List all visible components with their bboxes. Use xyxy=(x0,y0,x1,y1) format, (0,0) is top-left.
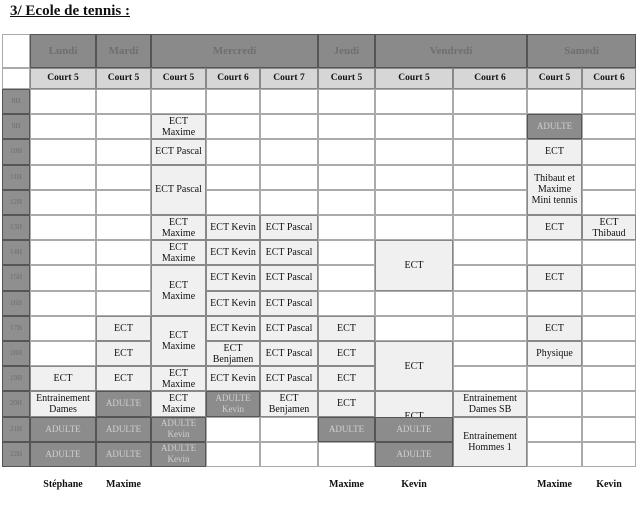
session-cell: ADULTE xyxy=(30,442,96,467)
empty-slot xyxy=(30,240,96,265)
session-cell: ECT xyxy=(96,366,151,391)
court-header: Court 5 xyxy=(30,68,96,89)
empty-slot xyxy=(453,139,527,164)
session-cell: ADULTE Kevin xyxy=(151,442,206,467)
empty-slot xyxy=(375,89,453,114)
empty-slot xyxy=(318,442,375,467)
session-cell: ECT Maxime xyxy=(151,366,206,391)
empty-slot xyxy=(527,417,582,442)
empty-slot xyxy=(582,139,636,164)
empty-slot xyxy=(375,190,453,215)
corner-cell xyxy=(2,68,30,89)
empty-slot xyxy=(30,114,96,139)
session-cell: ECT xyxy=(375,240,453,290)
empty-slot xyxy=(527,442,582,467)
session-cell: ECT xyxy=(318,391,375,416)
session-cell: ADULTE xyxy=(96,391,151,416)
hour-label: 22H xyxy=(2,442,30,467)
session-cell: ECT xyxy=(527,265,582,290)
session-cell: ECT xyxy=(318,316,375,341)
empty-slot xyxy=(375,165,453,190)
session-cell: ECT Kevin xyxy=(206,291,260,316)
empty-slot xyxy=(30,139,96,164)
session-cell: ECT Pascal xyxy=(260,240,318,265)
empty-slot xyxy=(206,114,260,139)
empty-slot xyxy=(582,316,636,341)
empty-slot xyxy=(582,417,636,442)
session-cell: ECT xyxy=(318,366,375,391)
session-cell: ECT Pascal xyxy=(151,165,206,215)
hour-label: 9H xyxy=(2,114,30,139)
empty-slot xyxy=(260,165,318,190)
empty-slot xyxy=(375,291,453,316)
hour-label: 13H xyxy=(2,215,30,240)
session-cell: ECT Kevin xyxy=(206,240,260,265)
empty-slot xyxy=(453,89,527,114)
court-header: Court 5 xyxy=(96,68,151,89)
empty-slot xyxy=(375,215,453,240)
hour-label: 18H xyxy=(2,341,30,366)
empty-slot xyxy=(582,341,636,366)
empty-slot xyxy=(96,89,151,114)
empty-slot xyxy=(206,417,260,442)
page-title: 3/ Ecole de tennis : xyxy=(10,3,130,19)
coach-name: Stéphane xyxy=(43,479,83,490)
empty-slot xyxy=(96,165,151,190)
coach-name: Kevin xyxy=(596,479,622,490)
session-cell: ECT Pascal xyxy=(260,215,318,240)
empty-slot xyxy=(96,190,151,215)
session-cell: ADULTE xyxy=(30,417,96,442)
session-cell: ECT xyxy=(96,341,151,366)
hour-label: 10H xyxy=(2,139,30,164)
empty-slot xyxy=(260,114,318,139)
empty-slot xyxy=(453,291,527,316)
session-cell: ECT Thibaud xyxy=(582,215,636,240)
session-cell: ECT Pascal xyxy=(260,291,318,316)
empty-slot xyxy=(260,139,318,164)
empty-slot xyxy=(260,417,318,442)
empty-slot xyxy=(527,291,582,316)
session-cell: Entrainement Hommes 1 xyxy=(453,417,527,467)
session-cell: ADULTE xyxy=(527,114,582,139)
empty-slot xyxy=(582,442,636,467)
empty-slot xyxy=(206,139,260,164)
session-cell: ADULTE xyxy=(375,417,453,442)
court-header: Court 5 xyxy=(318,68,375,89)
corner-cell xyxy=(2,34,30,68)
coach-name: Maxime xyxy=(329,479,364,490)
session-cell: Thibaut et Maxime Mini tennis xyxy=(527,165,582,215)
empty-slot xyxy=(96,215,151,240)
session-cell: ECT Maxime xyxy=(151,215,206,240)
empty-slot xyxy=(375,316,453,341)
session-cell: ECT xyxy=(96,316,151,341)
empty-slot xyxy=(527,366,582,391)
empty-slot xyxy=(453,265,527,290)
empty-slot xyxy=(453,316,527,341)
empty-slot xyxy=(96,291,151,316)
session-cell: Physique xyxy=(527,341,582,366)
hour-label: 14H xyxy=(2,240,30,265)
empty-slot xyxy=(318,165,375,190)
empty-slot xyxy=(318,291,375,316)
empty-slot xyxy=(260,442,318,467)
day-header: Mercredi xyxy=(151,34,318,68)
coach-name: Kevin xyxy=(401,479,427,490)
session-cell: ECT Kevin xyxy=(206,366,260,391)
session-cell: ECT xyxy=(375,341,453,391)
empty-slot xyxy=(30,291,96,316)
empty-slot xyxy=(318,89,375,114)
session-cell: ECT xyxy=(527,316,582,341)
day-header: Samedi xyxy=(527,34,636,68)
session-cell: ECT Pascal xyxy=(260,341,318,366)
hour-label: 8H xyxy=(2,89,30,114)
empty-slot xyxy=(30,215,96,240)
session-cell: ADULTE xyxy=(375,442,453,467)
session-cell: ADULTE Kevin xyxy=(206,391,260,416)
day-header: Mardi xyxy=(96,34,151,68)
session-cell: Entrainement Dames xyxy=(30,391,96,416)
session-cell: ECT Kevin xyxy=(206,265,260,290)
empty-slot xyxy=(318,190,375,215)
hour-label: 11H xyxy=(2,165,30,190)
empty-slot xyxy=(30,89,96,114)
session-cell: ECT Benjamen xyxy=(260,391,318,416)
session-cell: ECT Benjamen xyxy=(206,341,260,366)
empty-slot xyxy=(527,391,582,416)
empty-slot xyxy=(582,240,636,265)
empty-slot xyxy=(527,240,582,265)
court-header: Court 6 xyxy=(206,68,260,89)
empty-slot xyxy=(375,139,453,164)
hour-label: 17H xyxy=(2,316,30,341)
session-cell: ADULTE xyxy=(96,417,151,442)
empty-slot xyxy=(453,190,527,215)
empty-slot xyxy=(318,265,375,290)
empty-slot xyxy=(453,240,527,265)
empty-slot xyxy=(206,165,260,190)
hour-label: 16H xyxy=(2,291,30,316)
session-cell: ECT Maxime xyxy=(151,391,206,416)
hour-label: 12H xyxy=(2,190,30,215)
empty-slot xyxy=(260,89,318,114)
session-cell: ECT Maxime xyxy=(151,240,206,265)
empty-slot xyxy=(30,165,96,190)
court-header: Court 5 xyxy=(375,68,453,89)
session-cell: ADULTE xyxy=(318,417,375,442)
session-cell: ECT xyxy=(527,215,582,240)
session-cell: ECT Maxime xyxy=(151,316,206,366)
coach-name: Maxime xyxy=(537,479,572,490)
empty-slot xyxy=(527,89,582,114)
empty-slot xyxy=(453,114,527,139)
session-cell: ECT Pascal xyxy=(260,366,318,391)
hour-label: 20H xyxy=(2,391,30,416)
session-cell: ECT Pascal xyxy=(260,316,318,341)
empty-slot xyxy=(206,89,260,114)
session-cell: ADULTE xyxy=(96,442,151,467)
empty-slot xyxy=(96,265,151,290)
empty-slot xyxy=(96,240,151,265)
session-cell: ECT xyxy=(318,341,375,366)
empty-slot xyxy=(582,291,636,316)
empty-slot xyxy=(318,114,375,139)
empty-slot xyxy=(453,341,527,366)
hour-label: 19H xyxy=(2,366,30,391)
empty-slot xyxy=(318,215,375,240)
day-header: Vendredi xyxy=(375,34,527,68)
session-cell: ECT Pascal xyxy=(151,139,206,164)
coach-name: Maxime xyxy=(106,479,141,490)
empty-slot xyxy=(206,190,260,215)
empty-slot xyxy=(453,215,527,240)
court-header: Court 7 xyxy=(260,68,318,89)
empty-slot xyxy=(318,240,375,265)
session-cell: ECT Maxime xyxy=(151,265,206,315)
court-header: Court 5 xyxy=(151,68,206,89)
empty-slot xyxy=(96,114,151,139)
session-cell: ECT Maxime xyxy=(151,114,206,139)
empty-slot xyxy=(96,139,151,164)
court-header: Court 6 xyxy=(582,68,636,89)
empty-slot xyxy=(453,165,527,190)
session-cell: ADULTE Kevin xyxy=(151,417,206,442)
session-cell: ECT Kevin xyxy=(206,316,260,341)
empty-slot xyxy=(318,139,375,164)
empty-slot xyxy=(206,442,260,467)
empty-slot xyxy=(582,114,636,139)
session-cell: ECT Pascal xyxy=(260,265,318,290)
empty-slot xyxy=(582,165,636,190)
empty-slot xyxy=(453,366,527,391)
empty-slot xyxy=(30,341,96,366)
empty-slot xyxy=(151,89,206,114)
empty-slot xyxy=(582,366,636,391)
empty-slot xyxy=(30,265,96,290)
hour-label: 21H xyxy=(2,417,30,442)
hour-label: 15H xyxy=(2,265,30,290)
session-cell: ECT Kevin xyxy=(206,215,260,240)
day-header: Jeudi xyxy=(318,34,375,68)
empty-slot xyxy=(582,391,636,416)
session-cell: Entrainement Dames SB xyxy=(453,391,527,416)
empty-slot xyxy=(582,265,636,290)
day-header: Lundi xyxy=(30,34,96,68)
empty-slot xyxy=(582,190,636,215)
empty-slot xyxy=(260,190,318,215)
session-cell: ECT xyxy=(527,139,582,164)
court-header: Court 5 xyxy=(527,68,582,89)
court-header: Court 6 xyxy=(453,68,527,89)
empty-slot xyxy=(30,316,96,341)
session-cell: ECT xyxy=(30,366,96,391)
empty-slot xyxy=(30,190,96,215)
empty-slot xyxy=(375,114,453,139)
empty-slot xyxy=(582,89,636,114)
